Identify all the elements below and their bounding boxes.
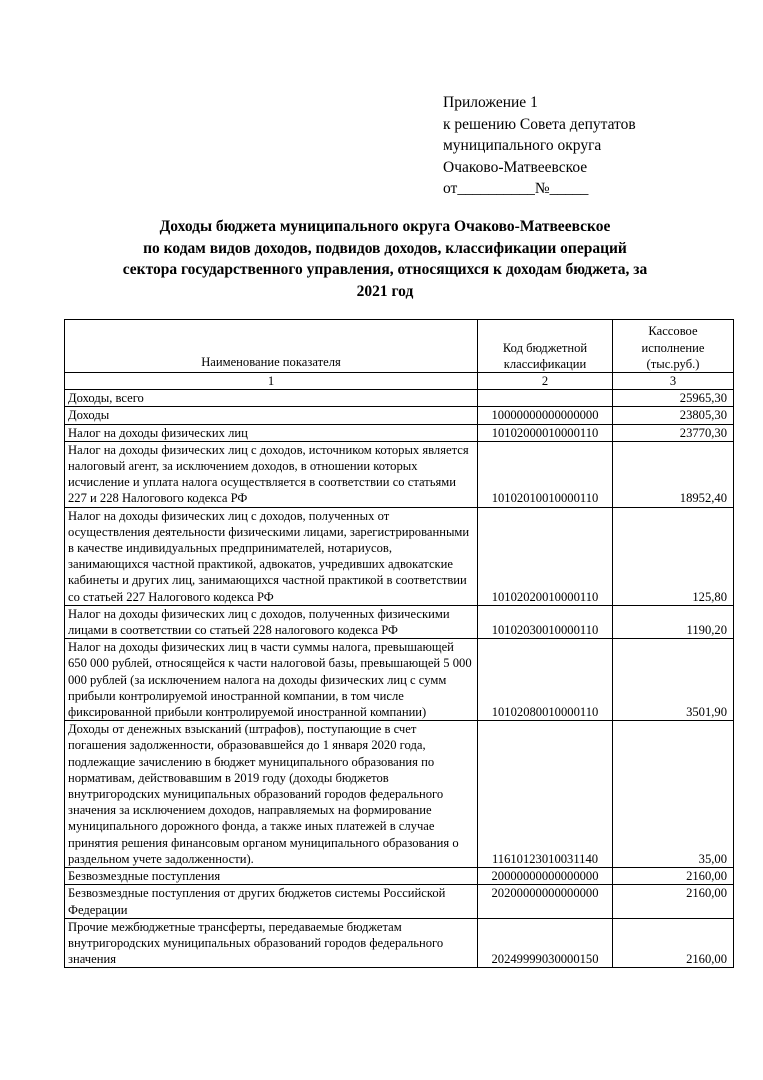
- table-row: [65, 639, 734, 721]
- row-name: Налог на доходы физических лиц в части суммы налога, превышающей 650 000 рублей, относящейся к части налоговой базы, превышающей 5 000 000 рублей (за исключением налога на доходы физических лиц с сумм прибыли контролируемой иностранной компании, в том числе фиксированной прибыли контролируемой иностранной компании): [65, 639, 478, 721]
- budget-table: [64, 319, 734, 968]
- row-name: Налог на доходы физических лиц: [65, 424, 478, 441]
- column-number: 3: [613, 373, 734, 390]
- column-number: 1: [65, 373, 478, 390]
- row-code: 10102000010000110: [478, 424, 613, 441]
- row-code: [478, 390, 613, 407]
- column-number: 2: [478, 373, 613, 390]
- title-line: по кодам видов доходов, подвидов доходов, классификации операций: [143, 239, 627, 257]
- row-name: Налог на доходы физических лиц с доходов, полученных от осуществления деятельности физическими лицами, зарегистрированными в качестве индивидуальных предпринимателей, нотариусов, занимающихся частной практикой, адвокатов, учредивших адвокатские кабинеты и других лиц, занимающихся частной практикой в соответствии со статьей 227 Налогового кодекса РФ: [65, 507, 478, 605]
- row-name: Налог на доходы физических лиц с доходов, полученных физическими лицами в соответствии со статьей 228 налогового кодекса РФ: [65, 605, 478, 638]
- row-amount: 25965,30: [613, 390, 734, 407]
- table-header-row: [65, 320, 734, 373]
- row-code: 11610123010031140: [478, 721, 613, 868]
- header-code: [478, 320, 613, 373]
- header-name: Наименование показателя: [65, 320, 478, 373]
- row-code: 10102020010000110: [478, 507, 613, 605]
- table-row: [65, 721, 734, 868]
- row-code: 10102080010000110: [478, 639, 613, 721]
- table-row: [65, 868, 734, 885]
- row-name: Прочие межбюджетные трансферты, передаваемые бюджетам внутригородских муниципальных образований городов федерального значения: [65, 918, 478, 968]
- row-name: Доходы: [65, 407, 478, 424]
- header-code-line: Код бюджетной: [502, 340, 588, 355]
- row-amount: 3501,90: [613, 639, 734, 721]
- row-amount: 2160,00: [613, 868, 734, 885]
- header-amount-line: Кассовое: [648, 324, 698, 339]
- title-line: сектора государственного управления, относящихся к доходам бюджета, за: [122, 261, 648, 278]
- row-amount: 2160,00: [613, 918, 734, 968]
- column-number-row: [65, 373, 734, 390]
- row-name: Доходы от денежных взысканий (штрафов), поступающие в счет погашения задолженности, образовавшейся до 1 января 2020 года, подлежащие зачислению в бюджет муниципального образования по нормативам, действовавшим в 2019 году (доходы бюджетов внутригородских муниципальных образований городов федерального значения за исключением доходов, направляемых на формирование муниципального дорожного фонда, а также иных платежей в случае принятия решения финансовым органом муниципального образования о раздельном учете задолженности).: [65, 721, 478, 868]
- document-title: [60, 216, 710, 302]
- table-row: [65, 885, 734, 918]
- table-row: [65, 407, 734, 424]
- row-name: Доходы, всего: [65, 390, 478, 407]
- table-row: [65, 441, 734, 507]
- table-row: [65, 605, 734, 638]
- row-amount: 23770,30: [613, 424, 734, 441]
- row-name: Налог на доходы физических лиц с доходов, источником которых является налоговый агент, за исключением доходов, в отношении которых исчисление и уплата налога осуществляется в соответствии со статьями 227 и 228 Налогового кодекса РФ: [65, 441, 478, 507]
- appendix-block: [443, 92, 636, 200]
- appendix-line: от__________№_____: [443, 180, 589, 197]
- row-code: 10102030010000110: [478, 605, 613, 638]
- header-code-line: классификации: [503, 356, 587, 371]
- title-line: 2021 год: [356, 282, 414, 300]
- table-row: [65, 424, 734, 441]
- table-row: [65, 507, 734, 605]
- row-code: 20249999030000150: [478, 918, 613, 968]
- row-code: 20200000000000000: [478, 885, 613, 918]
- row-amount: 1190,20: [613, 605, 734, 638]
- header-amount: [613, 320, 734, 373]
- appendix-line: к решению Совета депутатов: [443, 115, 636, 133]
- appendix-line: муниципального округа: [443, 137, 602, 154]
- row-code: 20000000000000000: [478, 868, 613, 885]
- row-name: Безвозмездные поступления: [65, 868, 478, 885]
- header-amount-line: (тыс.руб.): [646, 356, 700, 371]
- title-line: Доходы бюджета муниципального округа Очаково-Матвеевское: [159, 218, 611, 235]
- row-code: 10000000000000000: [478, 407, 613, 424]
- header-amount-line: исполнение: [641, 340, 705, 355]
- row-name: Безвозмездные поступления от других бюджетов системы Российской Федерации: [65, 885, 478, 918]
- row-amount: 35,00: [613, 721, 734, 868]
- table-body: [65, 390, 734, 968]
- table-row: [65, 918, 734, 968]
- row-amount: 18952,40: [613, 441, 734, 507]
- row-amount: 2160,00: [613, 885, 734, 918]
- row-amount: 125,80: [613, 507, 734, 605]
- appendix-line: Приложение 1: [443, 94, 538, 111]
- appendix-line: Очаково-Матвеевское: [443, 158, 588, 176]
- table-row: [65, 390, 734, 407]
- row-amount: 23805,30: [613, 407, 734, 424]
- row-code: 10102010010000110: [478, 441, 613, 507]
